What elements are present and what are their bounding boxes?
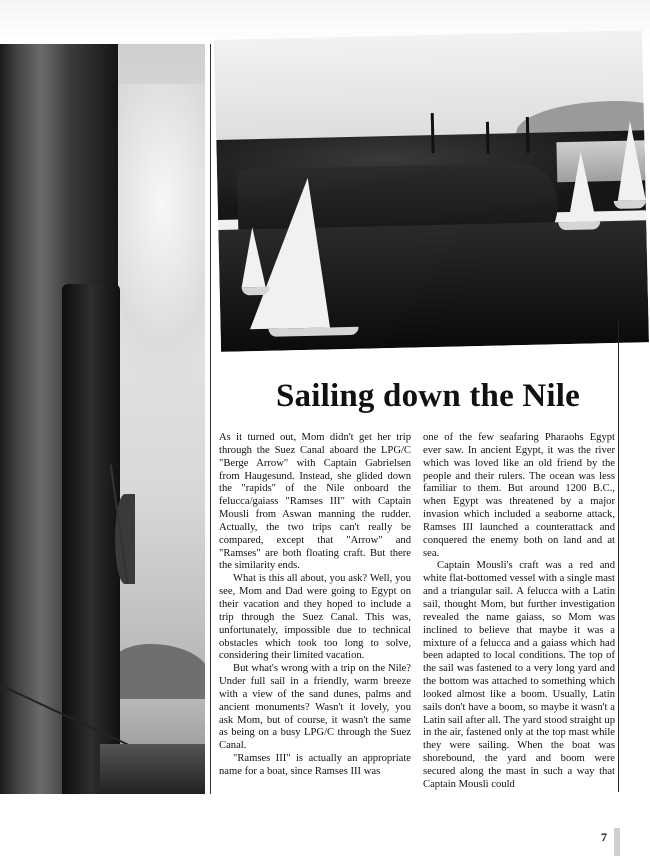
- article-column-1: [219, 432, 411, 779]
- mast-photo: [0, 44, 205, 794]
- column-divider: [210, 44, 211, 794]
- photo-sail: [567, 151, 597, 222]
- feluccas-photo: [214, 30, 649, 352]
- photo-sail: [240, 227, 265, 288]
- paragraph: one of the few seafaring Pharaohs Egypt ever saw. In ancient Egypt, it was the river which was loved like an old friend by the people and their rulers. The ocean was less familiar to them. But around 1200 B.C., when Egypt was threatened by a major invasion which included a seaborne attack, Ramses III launched a counterattack and conquered the enemy both on land and at sea.: [423, 432, 615, 559]
- paragraph: But what's wrong with a trip on the Nile? Under full sail in a friendly, warm breeze with a view of the sand dunes, palms and ancient monuments? Wasn't it lovely, you ask Mom, but of course, it wasn't the same as being on a busy LPG/C through the Suez Canal.: [219, 663, 411, 752]
- paragraph: What is this all about, you ask? Well, you see, Mom and Dad were going to Egypt on their vacation and they hoped to include a trip through the Suez Canal. This was, unfortunately, impossible due to technical obstacles which took too long to solve, considering their limited vacation.: [219, 573, 411, 662]
- photo-boat-deck: [100, 744, 205, 794]
- paragraph: As it turned out, Mom didn't get her trip through the Suez Canal aboard the LPG/C "Berge Arrow" with Captain Gabrielsen from Haugesund. Instead, she glided down the "rapids" of the Nile onboard the felucca/gaiass "Ramses III" with Captain Mousli from Aswan manning the rudder. Actually, the two trips can't really be compared, except that "Arrow" and "Ramses" are both floating craft. But there the similarity ends.: [219, 432, 411, 572]
- photo-sail: [616, 120, 646, 201]
- page-number: 7: [601, 830, 607, 844]
- article-title: Sailing down the Nile: [275, 378, 580, 414]
- column-rule: [618, 320, 619, 792]
- paragraph: "Ramses III" is actually an appropriate name for a boat, since Ramses III was: [219, 753, 411, 777]
- photo-hull: [558, 221, 600, 230]
- paragraph: Captain Mousli's craft was a red and white flat-bottomed vessel with a single mast and a triangular sail. A felucca with a Latin sail, thought Mom, but further investigation revealed the name gaiass, so Mom was inclined to believe that maybe it was a mixture of a felucca and a gaiass which had been adapted to local conditions. The top of the sail was fastened to a very long yard and the bottom was attached to something which looked almost like a boom. Usually, Latin sails don't have a boom, so maybe it wasn't a Latin sail after all. The yard stood straight up in the air, fastened only at the top mast while they were sailing. When the boat was shorebound, the yard and boom were secured along the mast in such a way that Captain Mousli could: [423, 560, 615, 790]
- page-corner-mark: [614, 828, 620, 856]
- photo-hull: [614, 200, 646, 209]
- photo-hills: [110, 644, 205, 699]
- article-column-2: [423, 432, 615, 792]
